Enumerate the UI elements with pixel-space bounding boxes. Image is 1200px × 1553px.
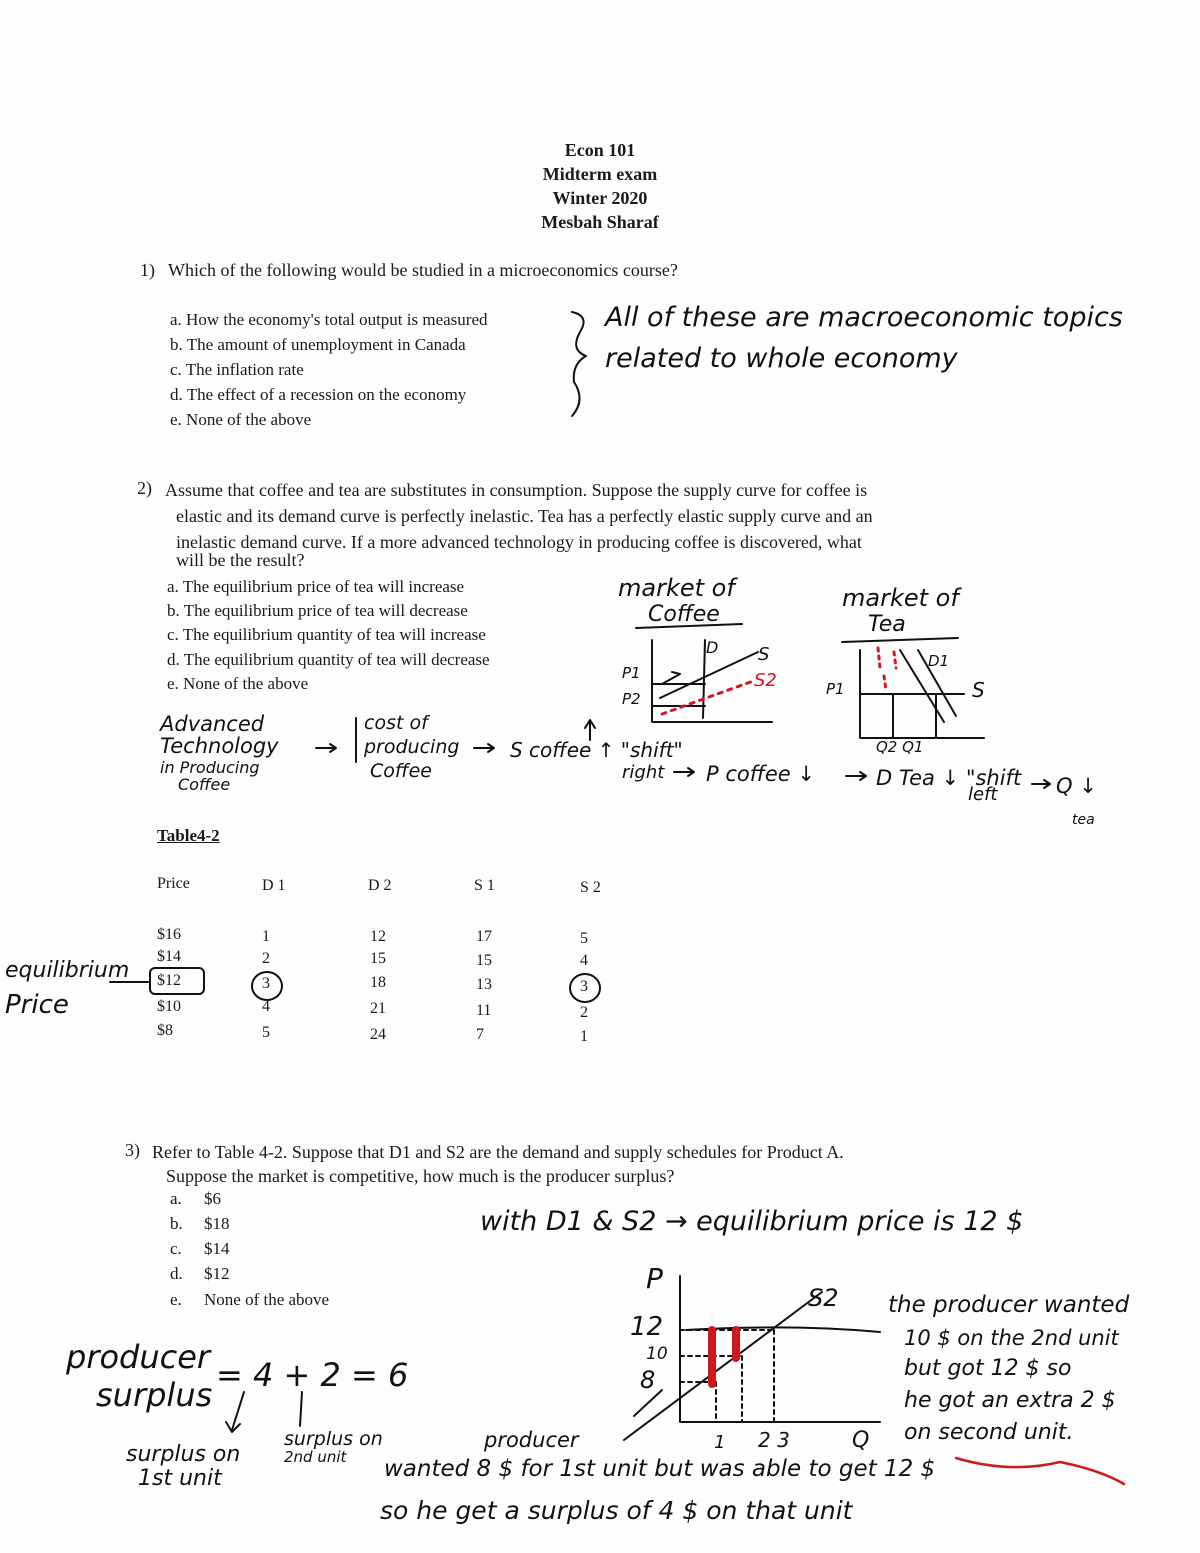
equilibrium-price-box — [150, 968, 204, 994]
table-annotation-price: Price — [5, 990, 69, 1020]
table-header-s2: S 2 — [580, 879, 601, 896]
table-cell: 11 — [476, 1002, 492, 1019]
chain-tea: tea — [1072, 812, 1095, 828]
chain-price-coffee: P coffee ↓ — [706, 762, 815, 786]
ps-note-first-b: 1st unit — [138, 1466, 222, 1491]
q3-right-note-5: on second unit. — [904, 1420, 1074, 1445]
chain-demand-tea: D Tea ↓ "shift — [876, 766, 1022, 790]
ps-equation: = 4 + 2 = 6 — [216, 1356, 409, 1394]
chain-arrow-2 — [474, 744, 494, 752]
tea-supply-label: S — [972, 678, 985, 702]
q3-option-e-letter: e. — [170, 1290, 182, 1309]
table-cell: $14 — [157, 948, 181, 965]
ps-note-first-a: surplus on — [126, 1442, 241, 1467]
tea-demand-1 — [900, 650, 944, 722]
q1-brace — [572, 312, 586, 416]
q3-option-b-letter: b. — [170, 1214, 183, 1233]
chain-supply-shift: S coffee ↑ "shift" — [510, 738, 683, 762]
table-cell: 15 — [370, 950, 386, 967]
q1-option-e: e. None of the above — [170, 410, 312, 429]
q2-line-3: inelastic demand curve. If a more advanced technology in producing coffee is discovered, what — [176, 532, 862, 552]
chain-right: right — [622, 762, 665, 783]
chain-arrow-3 — [674, 768, 694, 776]
q3-graph-x23: 2 3 — [758, 1428, 790, 1452]
table-cell: 12 — [370, 928, 386, 945]
chain-in-producing: in Producing — [160, 758, 260, 777]
tea-market-title-2: Tea — [868, 612, 906, 637]
d1-circle — [252, 972, 282, 1000]
table-cell: 13 — [476, 976, 492, 993]
q3-line-2: Suppose the market is competitive, how much is the producer surplus? — [166, 1166, 675, 1186]
q3-pointer-line — [634, 1390, 662, 1416]
q1-option-c: c. The inflation rate — [170, 360, 304, 379]
tea-demand-shift-red — [878, 648, 896, 690]
chain-uparrow — [585, 720, 595, 740]
q1-text: Which of the following would be studied in a microeconomics course? — [168, 260, 678, 280]
table-cell-d1-circled: 3 — [262, 975, 270, 992]
q2-line-2: elastic and its demand curve is perfectly inelastic. Tea has a perfectly elastic supply curve and an — [176, 506, 873, 526]
chain-cost-of: cost of — [364, 712, 428, 734]
chain-arrow-5 — [1032, 780, 1050, 788]
tea-market-title-1: market of — [842, 584, 959, 612]
table-cell: 21 — [370, 1000, 386, 1017]
q2-option-b: b. The equilibrium price of tea will decrease — [167, 601, 468, 620]
table-cell: 7 — [476, 1026, 484, 1043]
coffee-market-title-1: market of — [618, 574, 735, 602]
chain-coffee-2: Coffee — [370, 760, 432, 782]
q3-supply — [624, 1292, 822, 1440]
coffee-underline — [636, 624, 742, 628]
table-cell: 24 — [370, 1026, 386, 1043]
q1-annotation-1: All of these are macroeconomic topics — [605, 302, 1123, 333]
table-cell: 2 — [580, 1004, 588, 1021]
table-cell: 18 — [370, 974, 386, 991]
q3-option-d-letter: d. — [170, 1264, 183, 1283]
coffee-shift-arrow — [662, 672, 680, 684]
table-cell: 15 — [476, 952, 492, 969]
q3-line-1: Refer to Table 4-2. Suppose that D1 and S2 are the demand and supply schedules for Product A. — [152, 1142, 844, 1162]
coffee-supply2-label: S2 — [754, 670, 777, 691]
chain-left: left — [968, 784, 998, 805]
ps-arrow-2 — [300, 1392, 302, 1426]
tea-q-label: Q2 Q1 — [876, 738, 924, 756]
ps-surplus: surplus — [96, 1376, 213, 1414]
q3-graph-s2-label: S2 — [808, 1284, 839, 1312]
coffee-demand-label: D — [706, 638, 719, 657]
exam-term: Winter 2020 — [552, 188, 648, 208]
q2-option-d: d. The equilibrium quantity of tea will decrease — [167, 650, 490, 669]
table-cell-s2-circled: 3 — [580, 978, 588, 995]
q2-number: 2) — [137, 478, 152, 498]
tea-p1-label: P1 — [826, 680, 845, 698]
table-header-s1: S 1 — [474, 877, 495, 894]
table-cell: 5 — [580, 930, 588, 947]
q1-number: 1) — [140, 260, 155, 280]
q3-option-c-text: $14 — [204, 1239, 230, 1258]
coffee-new-supply-red — [662, 680, 756, 714]
table-cell: $8 — [157, 1022, 173, 1039]
q3-right-note-1: the producer wanted — [888, 1292, 1130, 1318]
q2-option-e: e. None of the above — [167, 674, 309, 693]
q3-graph-p-label: P — [646, 1262, 663, 1295]
q2-line-1: Assume that coffee and tea are substitutes in consumption. Suppose the supply curve for coffee is — [165, 480, 868, 500]
q3-graph-y10: 10 — [646, 1344, 668, 1364]
q3-bottom-note-2: wanted 8 $ for 1st unit but was able to get 12 $ — [384, 1456, 936, 1482]
q1-option-a: a. How the economy's total output is measured — [170, 310, 488, 329]
chain-advanced: Advanced — [160, 712, 265, 736]
table-cell: 5 — [262, 1024, 270, 1041]
table-cell: 2 — [262, 950, 270, 967]
instructor-name: Mesbah Sharaf — [541, 212, 659, 232]
q3-graph-y8: 8 — [640, 1366, 656, 1394]
table-annotation-equilibrium: equilibrium — [5, 958, 130, 983]
coffee-p1-label: P1 — [622, 664, 641, 682]
table-cell: 4 — [262, 998, 270, 1015]
table-header-price: Price — [157, 875, 190, 892]
q2-option-a: a. The equilibrium price of tea will increase — [167, 577, 465, 596]
s2-circle — [570, 974, 600, 1002]
table-header-d1: D 1 — [262, 877, 286, 894]
chain-producing: producing — [364, 736, 460, 758]
table-header-d2: D 2 — [368, 877, 392, 894]
q3-option-d-text: $12 — [204, 1264, 230, 1283]
q3-number: 3) — [125, 1140, 140, 1160]
coffee-axes — [652, 640, 772, 722]
coffee-supply-label: S — [758, 644, 770, 665]
course-title: Econ 101 — [564, 140, 636, 160]
chain-arrow-4 — [846, 772, 866, 780]
q3-option-c-letter: c. — [170, 1239, 182, 1258]
coffee-p2-label: P2 — [622, 690, 641, 708]
table-cell: 4 — [580, 952, 588, 969]
q3-option-a-letter: a. — [170, 1189, 182, 1208]
q1-annotation-2: related to whole economy — [605, 343, 958, 374]
coffee-supply — [660, 652, 758, 698]
q3-option-e-text: None of the above — [204, 1290, 330, 1309]
tea-demand-label: D1 — [928, 652, 950, 670]
q3-graph-q: Q — [852, 1428, 870, 1453]
ps-note-second-b: 2nd unit — [284, 1448, 347, 1466]
q3-graph-y12: 12 — [630, 1312, 664, 1342]
q3-option-b-text: $18 — [204, 1214, 230, 1233]
q3-graph-x1: 1 — [714, 1432, 726, 1453]
chain-quantity: Q ↓ — [1056, 774, 1097, 798]
q3-right-note-4: he got an extra 2 $ — [904, 1388, 1116, 1413]
ps-note-second-a: surplus on — [284, 1428, 383, 1450]
table-cell: $16 — [157, 926, 181, 943]
table-cell: $10 — [157, 998, 181, 1015]
q1-option-b: b. The amount of unemployment in Canada — [170, 335, 466, 354]
ps-producer: producer — [66, 1338, 211, 1376]
exam-title: Midterm exam — [542, 164, 658, 184]
q3-option-a-text: $6 — [204, 1189, 221, 1208]
q3-red-underline — [956, 1458, 1124, 1484]
q2-option-c: c. The equilibrium quantity of tea will increase — [167, 625, 486, 644]
chain-arrow-1 — [316, 744, 336, 752]
chain-coffee-1: Coffee — [178, 775, 231, 794]
q3-right-note-3: but got 12 $ so — [904, 1356, 1072, 1381]
q3-bottom-note-3: so he get a surplus of 4 $ on that unit — [380, 1496, 853, 1525]
table-cell: 1 — [262, 928, 270, 945]
q3-right-note-2: 10 $ on the 2nd unit — [904, 1326, 1119, 1350]
table-cell: 1 — [580, 1028, 588, 1045]
table-title: Table4-2 — [157, 826, 220, 845]
q2-line-4: will be the result? — [176, 550, 305, 570]
q3-bottom-note-1: producer — [484, 1428, 579, 1452]
coffee-market-title-2: Coffee — [648, 602, 720, 627]
table-cell: 17 — [476, 928, 492, 945]
tea-underline — [842, 638, 958, 642]
q3-equilibrium-note: with D1 & S2 → equilibrium price is 12 $ — [480, 1206, 1024, 1237]
ps-arrow-1 — [226, 1392, 244, 1432]
q1-option-d: d. The effect of a recession on the economy — [170, 385, 467, 404]
chain-technology: Technology — [160, 734, 279, 758]
table-cell-equilibrium-price: $12 — [157, 972, 181, 989]
